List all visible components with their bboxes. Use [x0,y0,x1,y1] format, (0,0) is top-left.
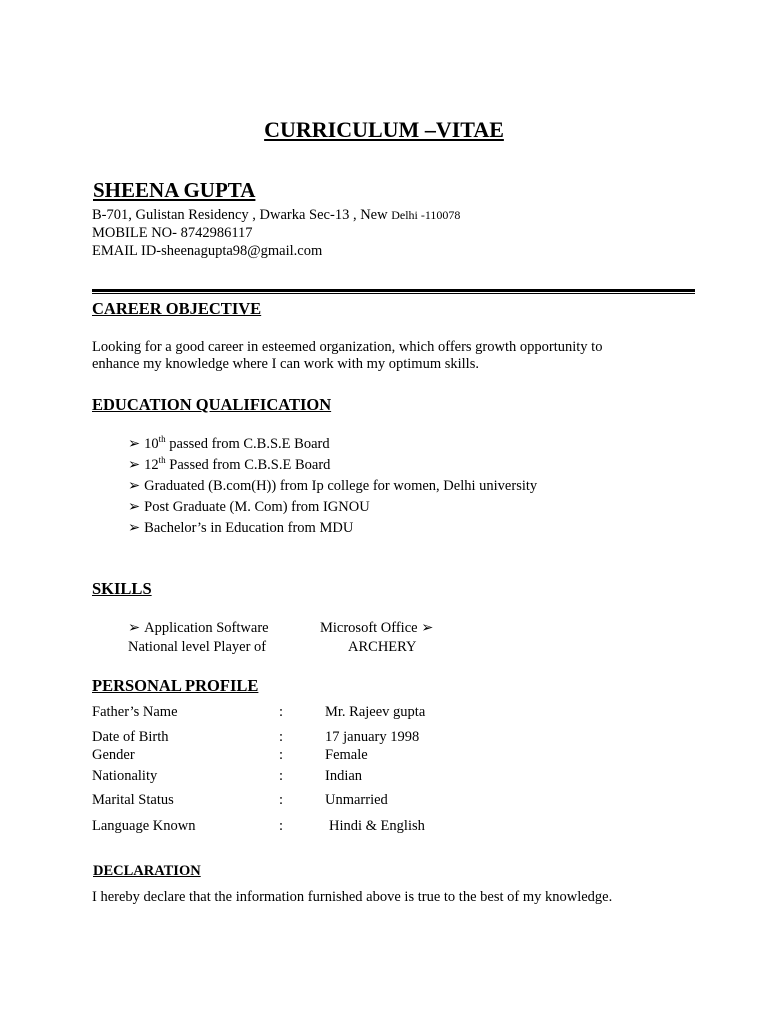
declaration-text: I hereby declare that the information furnished above is true to the best of my knowledge. [92,889,613,905]
education-item: ➢ Bachelor’s in Education from MDU [128,520,354,536]
education-heading: EDUCATION QUALIFICATION [92,395,332,414]
arrow-bullet-icon: ➢ [128,620,141,636]
arrow-bullet-icon: ➢ [128,520,141,536]
profile-value: Unmarried [325,792,388,808]
profile-label: Marital Status [92,792,174,808]
profile-value: Hindi & English [329,818,425,834]
skills-heading: SKILLS [92,579,152,598]
profile-colon: : [279,792,284,808]
skill-item-2-value: ARCHERY [348,639,417,655]
profile-label: Nationality [92,768,158,784]
declaration-heading: DECLARATION [93,863,201,879]
career-objective-line-1: Looking for a good career in esteemed organization, which offers growth opportunity to [92,339,603,355]
education-item: ➢ 12th Passed from C.B.S.E Board [128,455,331,473]
education-item: ➢ 10th passed from C.B.S.E Board [128,434,330,452]
arrow-bullet-icon: ➢ [421,620,434,636]
profile-label: Father’s Name [92,704,178,720]
address-line [92,206,460,224]
profile-colon: : [279,729,284,745]
candidate-name: SHEENA GUPTA [93,178,256,202]
career-objective-heading: CAREER OBJECTIVE [92,299,262,318]
education-item: ➢ Post Graduate (M. Com) from IGNOU [128,499,370,515]
profile-value: Mr. Rajeev gupta [325,704,426,720]
profile-colon: : [279,768,284,784]
address-main: B-701, Gulistan Residency , Dwarka Sec-13 , New [92,207,392,223]
personal-profile-heading: PERSONAL PROFILE [92,676,259,695]
profile-label: Gender [92,747,135,763]
mobile-line: MOBILE NO- 8742986117 [92,225,253,241]
profile-colon: : [279,704,284,720]
arrow-bullet-icon: ➢ [128,436,141,452]
skill-value: Microsoft Office ➢ [320,620,434,636]
profile-colon: : [279,747,284,763]
skill-item-2-label: National level Player of [128,639,267,655]
header-divider-thin [92,293,695,294]
profile-value: Female [325,747,368,763]
arrow-bullet-icon: ➢ [128,499,141,515]
header-divider-thick [92,289,695,292]
profile-colon: : [279,818,284,834]
profile-label: Date of Birth [92,729,169,745]
profile-value: Indian [325,768,363,784]
education-item: ➢ Graduated (B.com(H)) from Ip college for women, Delhi university [128,478,538,494]
page-title: CURRICULUM –VITAE [264,117,504,142]
profile-value: 17 january 1998 [325,729,420,745]
address-city: Delhi -110078 [391,208,461,222]
skill-item: ➢ Application Software [128,620,269,636]
arrow-bullet-icon: ➢ [128,457,141,473]
profile-label: Language Known [92,818,196,834]
arrow-bullet-icon: ➢ [128,478,141,494]
email-line: EMAIL ID-sheenagupta98@gmail.com [92,243,323,259]
career-objective-line-2: enhance my knowledge where I can work with my optimum skills. [92,356,479,372]
